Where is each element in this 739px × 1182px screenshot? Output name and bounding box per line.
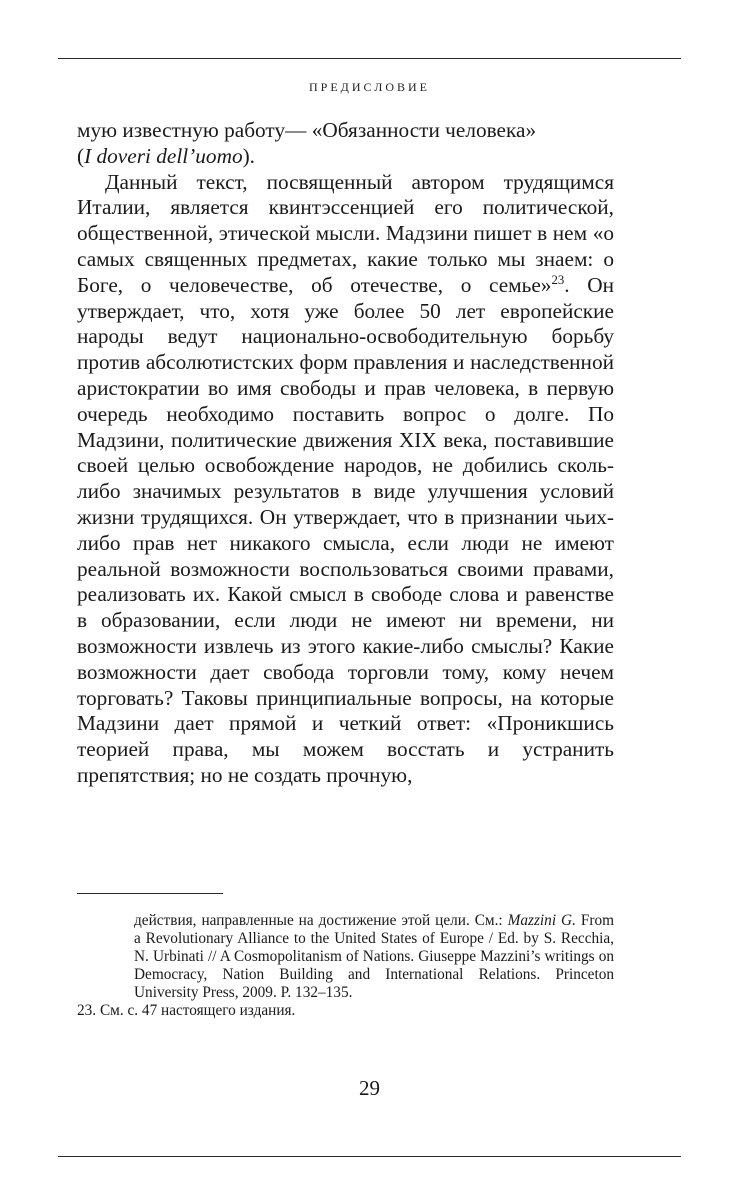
paragraph-main xyxy=(77,170,614,789)
footnote-ref-23: 23 xyxy=(551,272,565,287)
paragraph-continued-text: мую известную работу— «Обязанности человека» xyxy=(77,118,537,142)
footnotes xyxy=(77,912,614,1020)
footnote-continued xyxy=(77,912,614,1002)
footnote-separator xyxy=(77,893,223,894)
paragraph-main-text-1: Данный текст, посвященный автором трудящимся Италии, является квинтэссенцией его политической, общественной, этической мысли. Мадзини пишет в нем «о самых священных предметах, какие только мы знаем: о Боге, о человечестве, об отечестве, о семье» xyxy=(77,169,614,297)
top-rule xyxy=(58,58,681,59)
main-text xyxy=(77,118,614,789)
footnote-23: 23. См. с. 47 настоящего издания. xyxy=(77,1002,296,1019)
bottom-rule xyxy=(58,1156,681,1157)
italian-title: I doveri dell’uomo xyxy=(84,143,243,168)
paren-close: ). xyxy=(242,143,256,168)
paragraph-main-text-2: . Он утверждает, что, хотя уже более 50 лет европейские народы ведут национально-освободительную борьбу против абсолютистских форм правления и наследственной аристократии во имя свободы и прав человека, в первую очередь необходимо поставить вопрос о долге. По Мадзини, политические движения XIX века, поставившие своей целью освобождение народов, не добились сколь-либо значимых результатов в виде улучшения условий жизни трудящихся. Он утверждает, что в признании чьих-либо прав нет никакого смысла, если люди не имеют реальной возможности воспользоваться своими правами, реализовать их. Какой смысл в свободе слова и равенстве в образовании, если люди не имеют ни времени, ни возможности извлечь из этого какие-либо смыслы? Какие возможности дает свобода торговли тому, кому нечем торговать? Таковы принципиальные вопросы, на которые Мадзини дает прямой и четкий ответ: «Проникшись теорией права, мы можем восстать и устранить препятствия; но не создать прочную, xyxy=(77,272,614,787)
footnote-author: Mazzini G. xyxy=(507,912,576,929)
running-head: ПРЕДИСЛОВИЕ xyxy=(308,80,431,94)
paragraph-continued xyxy=(77,118,614,170)
paren-open: ( xyxy=(77,143,85,168)
footnote-continued-text-1: действия, направленные на достижение этой цели. См.: xyxy=(134,912,508,929)
page-number: 29 xyxy=(359,1076,380,1100)
footnote-continued-text-2: From a Revolutionary Alliance to the United States of Europe / Ed. by S. Recchia, N. Urbinati // A Cosmopolitanism of Nations. Giuseppe Mazzini’s writings on Democracy, Nation Building and International Relations. Princeton University Press, 2009. P. 132–135. xyxy=(134,912,615,1001)
